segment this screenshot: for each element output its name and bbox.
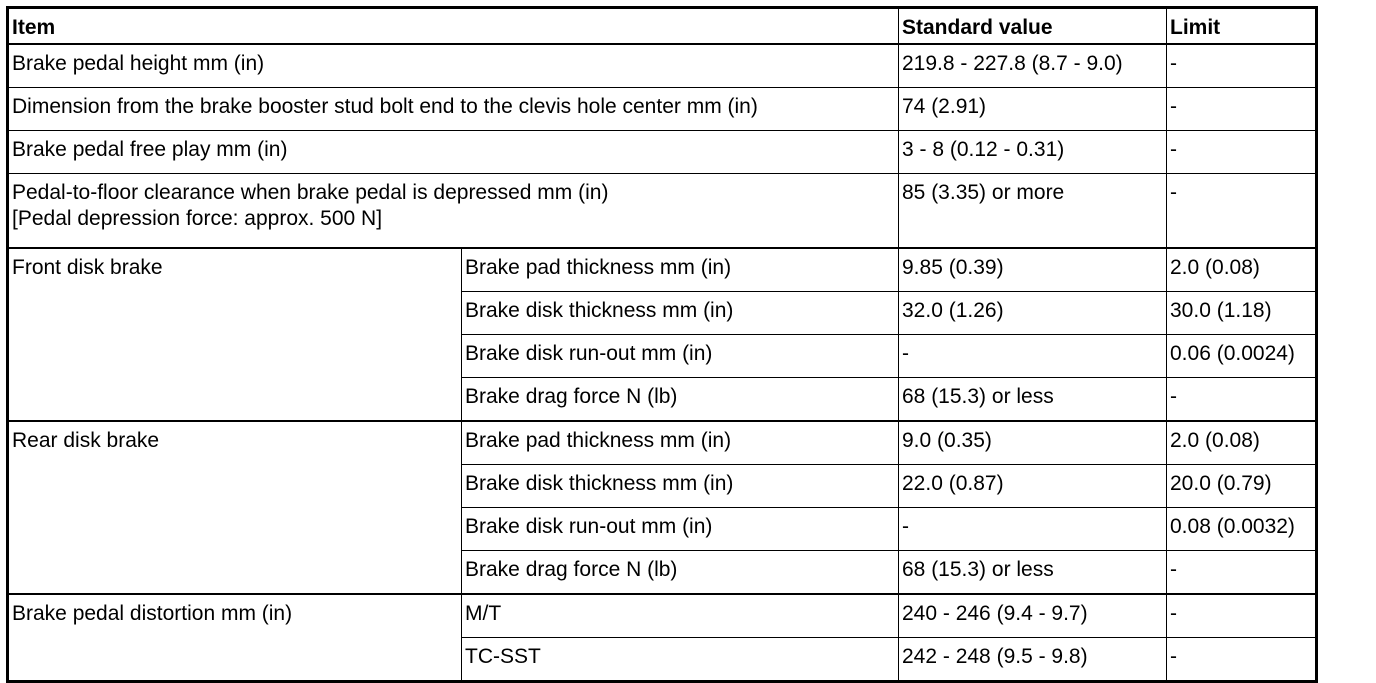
item-cell bbox=[8, 174, 899, 249]
group-label-cell: Brake pedal distortion mm (in) bbox=[8, 594, 462, 682]
header-row bbox=[8, 8, 1317, 45]
limit-cell: - bbox=[1167, 174, 1317, 249]
standard-value-cell: 240 - 246 (9.4 - 9.7) bbox=[899, 594, 1167, 638]
sub-item-cell: M/T bbox=[462, 594, 899, 638]
standard-value-cell: 9.0 (0.35) bbox=[899, 421, 1167, 465]
standard-value-cell: - bbox=[899, 335, 1167, 378]
item-line-1: Pedal-to-floor clearance when brake pedal is depressed mm (in) bbox=[12, 181, 609, 204]
limit-cell: - bbox=[1167, 638, 1317, 682]
limit-cell: - bbox=[1167, 88, 1317, 131]
standard-value-cell: 22.0 (0.87) bbox=[899, 465, 1167, 508]
table-row bbox=[8, 174, 1317, 249]
group-label-cell: Rear disk brake bbox=[8, 421, 462, 594]
standard-value-cell: 74 (2.91) bbox=[899, 88, 1167, 131]
sub-item-cell: TC-SST bbox=[462, 638, 899, 682]
sub-item-cell: Brake drag force N (lb) bbox=[462, 551, 899, 595]
item-cell: Dimension from the brake booster stud bolt end to the clevis hole center mm (in) bbox=[8, 88, 899, 131]
header-item: Item bbox=[8, 8, 899, 45]
limit-cell: 30.0 (1.18) bbox=[1167, 292, 1317, 335]
table-row bbox=[8, 594, 1317, 638]
limit-cell: - bbox=[1167, 44, 1317, 88]
sub-item-cell: Brake drag force N (lb) bbox=[462, 378, 899, 422]
table-row bbox=[8, 248, 1317, 292]
standard-value-cell: 242 - 248 (9.5 - 9.8) bbox=[899, 638, 1167, 682]
sub-item-cell: Brake disk run-out mm (in) bbox=[462, 508, 899, 551]
limit-cell: 2.0 (0.08) bbox=[1167, 248, 1317, 292]
table-row bbox=[8, 44, 1317, 88]
limit-cell: 0.08 (0.0032) bbox=[1167, 508, 1317, 551]
header-standard-value: Standard value bbox=[899, 8, 1167, 45]
table-row bbox=[8, 421, 1317, 465]
sub-item-cell: Brake pad thickness mm (in) bbox=[462, 248, 899, 292]
table-row bbox=[8, 131, 1317, 174]
standard-value-cell: 3 - 8 (0.12 - 0.31) bbox=[899, 131, 1167, 174]
limit-cell: - bbox=[1167, 594, 1317, 638]
sub-item-cell: Brake disk thickness mm (in) bbox=[462, 292, 899, 335]
limit-cell: - bbox=[1167, 551, 1317, 595]
sub-item-cell: Brake disk run-out mm (in) bbox=[462, 335, 899, 378]
limit-cell: - bbox=[1167, 131, 1317, 174]
limit-cell: 20.0 (0.79) bbox=[1167, 465, 1317, 508]
standard-value-cell: 68 (15.3) or less bbox=[899, 551, 1167, 595]
table-row bbox=[8, 88, 1317, 131]
standard-value-cell: 9.85 (0.39) bbox=[899, 248, 1167, 292]
item-line-2: [Pedal depression force: approx. 500 N] bbox=[12, 207, 383, 230]
sub-item-cell: Brake pad thickness mm (in) bbox=[462, 421, 899, 465]
item-cell: Brake pedal free play mm (in) bbox=[8, 131, 899, 174]
group-label-cell: Front disk brake bbox=[8, 248, 462, 421]
limit-cell: 0.06 (0.0024) bbox=[1167, 335, 1317, 378]
header-limit: Limit bbox=[1167, 8, 1317, 45]
standard-value-cell: 68 (15.3) or less bbox=[899, 378, 1167, 422]
standard-value-cell: 85 (3.35) or more bbox=[899, 174, 1167, 249]
sub-item-cell: Brake disk thickness mm (in) bbox=[462, 465, 899, 508]
standard-value-cell: 32.0 (1.26) bbox=[899, 292, 1167, 335]
item-cell: Brake pedal height mm (in) bbox=[8, 44, 899, 88]
limit-cell: - bbox=[1167, 378, 1317, 422]
limit-cell: 2.0 (0.08) bbox=[1167, 421, 1317, 465]
brake-specification-table bbox=[6, 6, 1318, 683]
standard-value-cell: - bbox=[899, 508, 1167, 551]
standard-value-cell: 219.8 - 227.8 (8.7 - 9.0) bbox=[899, 44, 1167, 88]
